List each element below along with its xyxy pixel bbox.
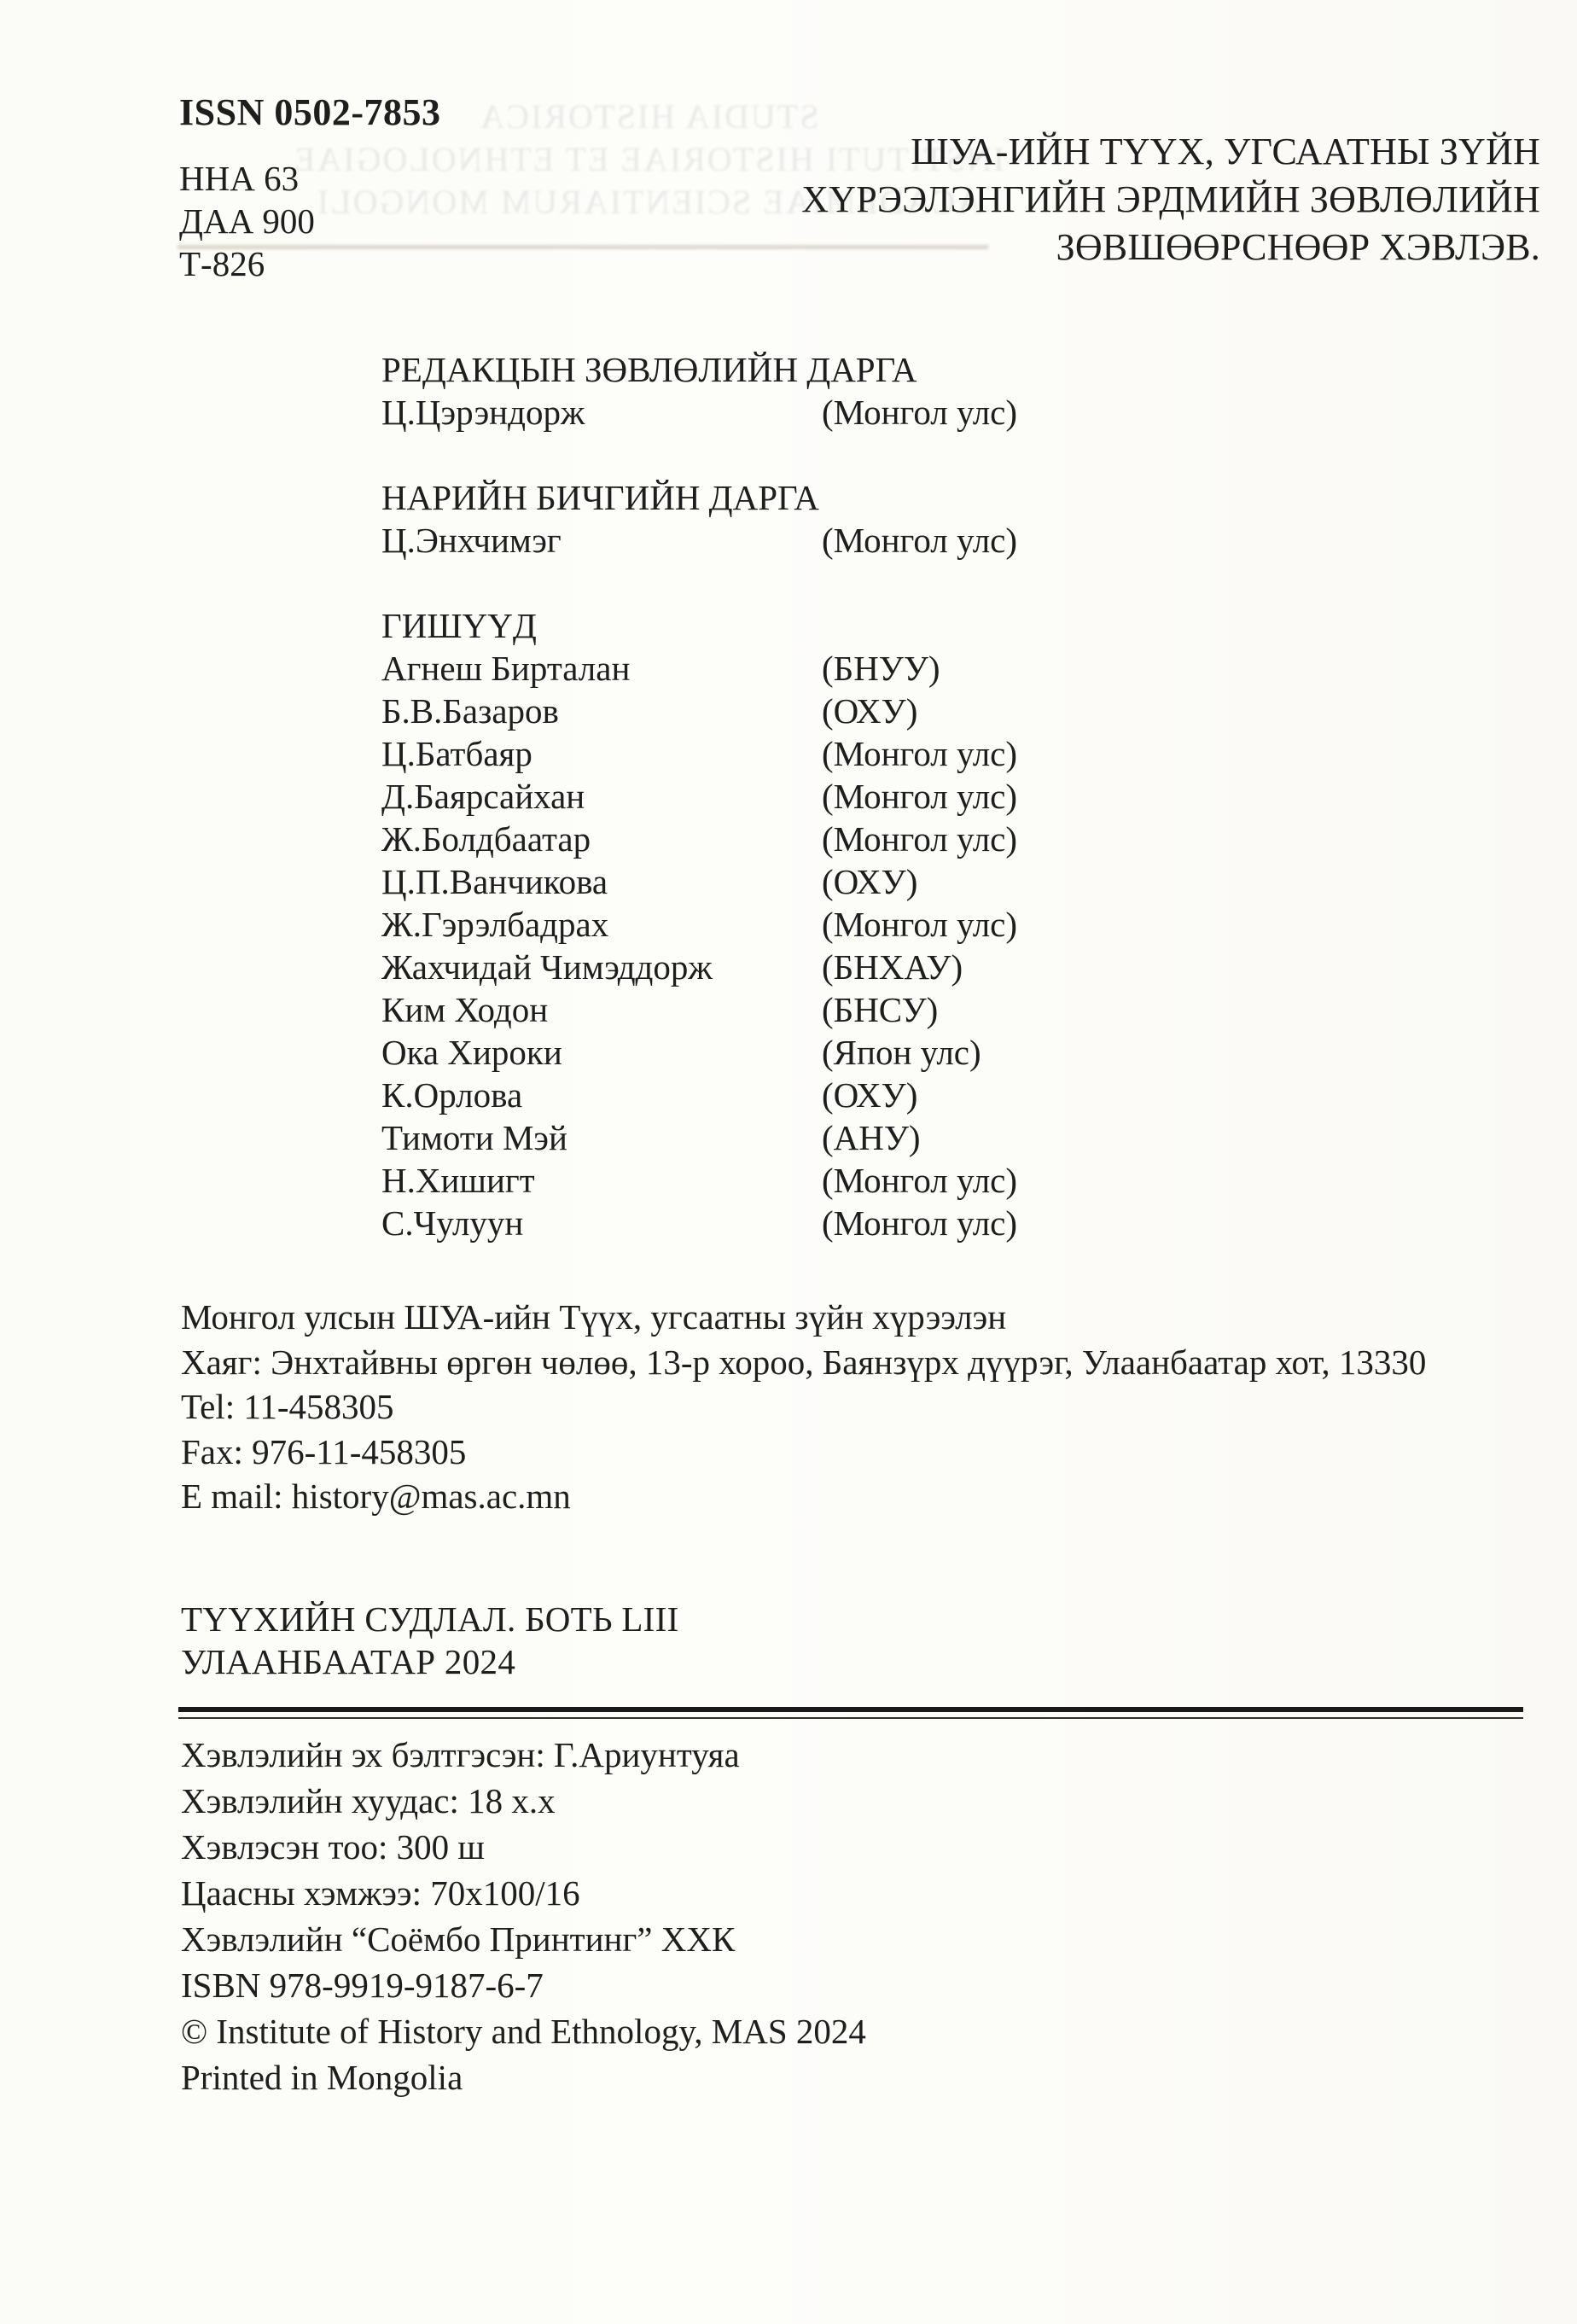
catalog-code-line: ННА 63 <box>179 159 300 198</box>
approval-line: ШУА-ИЙН ТҮҮХ, УГСААТНЫ ЗҮЙН <box>911 131 1540 172</box>
member-name: Н.Хишигт <box>381 1161 535 1200</box>
member-name: Ока Хироки <box>381 1033 562 1072</box>
members-heading <box>381 604 1235 647</box>
catalog-code-line: Т-826 <box>179 244 265 283</box>
approval-statement <box>704 128 1540 271</box>
members-heading-label: ГИШҮҮД <box>381 606 537 645</box>
member-name: Ж.Болдбаатар <box>381 819 591 859</box>
member-row <box>381 903 1235 946</box>
chair-country: (Монгол улс) <box>822 393 1018 432</box>
section-gap <box>381 434 1235 476</box>
bleed-through-line: STUDIA HISTORICA <box>478 97 819 136</box>
member-name: Тимоти Мэй <box>381 1118 567 1157</box>
member-row <box>381 647 1235 690</box>
imprint-line: Хэвлэсэн тоо: 300 ш <box>181 1827 485 1867</box>
member-country: (ОХУ) <box>822 862 918 901</box>
member-country: (БНСУ) <box>822 990 939 1029</box>
catalog-code-line: ДАА 900 <box>179 201 315 241</box>
bleed-through-line: INSTITUTI HISTORIAE ET ETHNOLOGIAE <box>292 140 1005 178</box>
member-row <box>381 988 1235 1031</box>
member-name: Д.Баярсайхан <box>381 777 585 816</box>
section-gap <box>381 562 1235 604</box>
member-name: К.Орлова <box>381 1075 523 1115</box>
member-name: Ц.П.Ванчикова <box>381 862 608 901</box>
member-country: (Япон улс) <box>822 1033 981 1072</box>
member-row <box>381 690 1235 732</box>
member-row <box>381 946 1235 988</box>
member-name: Агнеш Бирталан <box>381 649 631 688</box>
imprint-line: Хэвлэлийн “Соёмбо Принтинг” ХХК <box>181 1919 736 1959</box>
imprint-block <box>181 1732 866 2100</box>
member-name: Б.В.Базаров <box>381 691 559 731</box>
secretary-heading <box>381 476 1235 519</box>
secretary-heading-label: НАРИЙН БИЧГИЙН ДАРГА <box>381 478 819 517</box>
member-name: Ким Ходон <box>381 990 549 1029</box>
approval-line: ХҮРЭЭЛЭНГИЙН ЭРДМИЙН ЗӨВЛӨЛИЙН <box>801 178 1540 220</box>
member-row <box>381 860 1235 903</box>
editorial-board <box>381 348 1235 1244</box>
imprint-line: Хэвлэлийн эх бэлтгэсэн: Г.Ариунтуяа <box>181 1735 740 1774</box>
member-name: Ц.Батбаяр <box>381 734 532 773</box>
chair-heading-label: РЕДАКЦЫН ЗӨВЛӨЛИЙН ДАРГА <box>381 350 917 389</box>
series-city-year: УЛААНБААТАР 2024 <box>181 1642 516 1681</box>
member-row <box>381 1116 1235 1159</box>
imprint-line: Хэвлэлийн хуудас: 18 х.х <box>181 1781 556 1820</box>
chair-row <box>381 391 1235 434</box>
imprint-line: ISBN 978-9919-9187-6-7 <box>181 1966 544 2005</box>
horizontal-rule-thick <box>178 1707 1523 1712</box>
fax-line: Fax: 976-11-458305 <box>181 1431 467 1471</box>
member-country: (АНУ) <box>822 1118 921 1157</box>
member-country: (Монгол улс) <box>822 1161 1018 1200</box>
member-row <box>381 1074 1235 1116</box>
imprint-line: Цаасны хэмжээ: 70х100/16 <box>181 1873 580 1913</box>
imprint-line: © Institute of History and Ethnology, MAS 2024 <box>181 2012 866 2051</box>
member-name: Ж.Гэрэлбадрах <box>381 905 609 944</box>
phone-line: Tel: 11-458305 <box>181 1387 394 1426</box>
member-country: (Монгол улс) <box>822 905 1018 944</box>
approval-line: ЗӨВШӨӨРСНӨӨР ХЭВЛЭВ. <box>1056 226 1540 268</box>
member-country: (Монгол улс) <box>822 1203 1018 1243</box>
imprint-line: Printed in Mongolia <box>181 2058 463 2097</box>
member-name: Жахчидай Чимэддорж <box>381 947 713 987</box>
member-row <box>381 818 1235 860</box>
member-row <box>381 775 1235 818</box>
member-row <box>381 1159 1235 1202</box>
secretary-row <box>381 519 1235 562</box>
issn-number: ISSN 0502-7853 <box>179 91 441 133</box>
member-row <box>381 732 1235 775</box>
member-country: (БНУУ) <box>822 649 940 688</box>
member-name: С.Чулуун <box>381 1203 524 1243</box>
member-country: (ОХУ) <box>822 691 918 731</box>
series-block <box>181 1598 679 1683</box>
member-country: (БНХАУ) <box>822 947 963 987</box>
member-row <box>381 1202 1235 1244</box>
member-country: (Монгол улс) <box>822 819 1018 859</box>
chair-name: Ц.Цэрэндорж <box>381 393 585 432</box>
secretary-country: (Монгол улс) <box>822 521 1018 560</box>
chair-heading <box>381 348 1235 391</box>
member-row <box>381 1031 1235 1074</box>
bleed-through-line: ACADEMIAE SCIENTIARUM MONGOLI <box>315 183 982 221</box>
institute-address: Хаяг: Энхтайвны өргөн чөлөө, 13-р хороо, Баянзүрх дүүрэг, Улаанбаатар хот, 13330 <box>181 1342 1427 1382</box>
catalog-codes <box>179 157 315 285</box>
institute-name: Монгол улсын ШУА-ийн Түүх, угсаатны зүйн хүрээлэн <box>181 1297 1007 1337</box>
member-country: (Монгол улс) <box>822 777 1018 816</box>
horizontal-rule-thin <box>178 1717 1523 1719</box>
contact-block <box>181 1295 1426 1519</box>
member-country: (Монгол улс) <box>822 734 1018 773</box>
secretary-name: Ц.Энхчимэг <box>381 521 562 560</box>
member-country: (ОХУ) <box>822 1075 918 1115</box>
members-list <box>381 647 1235 1244</box>
series-title: ТҮҮХИЙН СУДЛАЛ. БОТЬ LIII <box>181 1599 679 1639</box>
email-line: E mail: history@mas.ac.mn <box>181 1477 571 1516</box>
